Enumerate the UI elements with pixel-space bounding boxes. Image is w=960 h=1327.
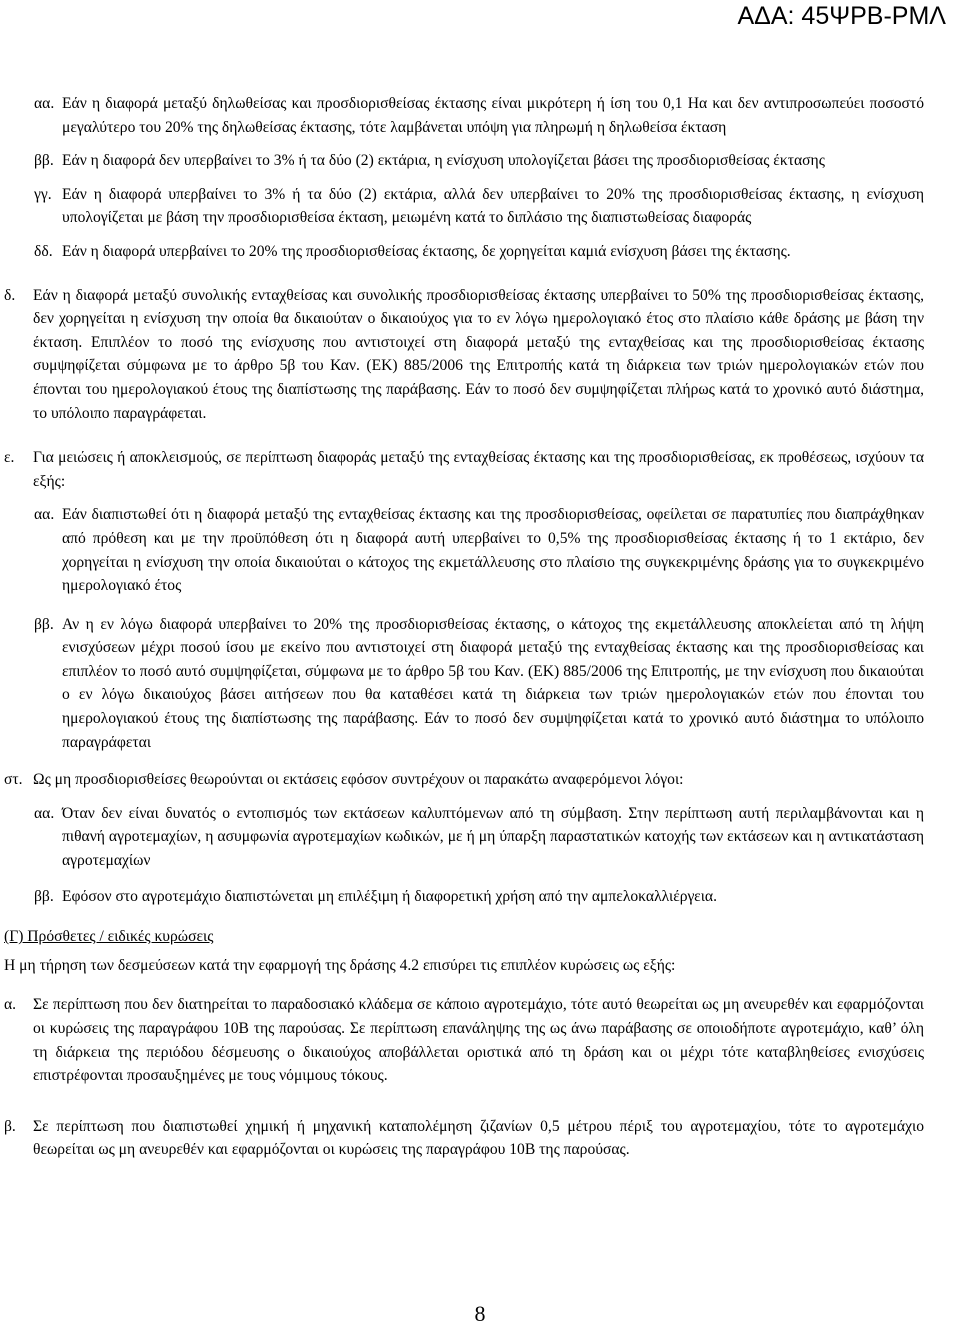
clause-bb-1: [0, 149, 960, 173]
document-body: [0, 92, 960, 1162]
clause-label: ββ.: [34, 615, 54, 633]
sanction-b: [0, 1115, 960, 1162]
clause-label: δδ.: [34, 242, 53, 260]
clause-aa-1: [0, 92, 960, 139]
clause-text: Εφόσον στο αγροτεμάχιο διαπιστώνεται μη επιλέξιμη ή διαφορετική χρήση από την αμπελοκαλλιέργεια.: [62, 887, 717, 905]
clause-label: αα.: [34, 506, 55, 524]
clause-label: β.: [4, 1117, 16, 1135]
clause-text: Αν η εν λόγω διαφορά υπερβαίνει το 20% της προσδιορισθείσας έκτασης, ο κάτοχος της εκμετάλλευσης αποκλείεται από τη λήψη ενισχύσεων μέχρι ποσού ίσου με εκείνο που αντιστοιχεί στη διαφορά μεταξύ της ενταχθείσας έκτασης και της προσδιορισθείσας και επιπλέον το ποσό αυτό συμψηφίζεται, σύμφωνα με το άρθρο 5β του Καν. (ΕΚ) 885/2006 της Επιτροπής, με την ενίσχυση που δικαιούται ο εν λόγω δικαιούχος βάσει αιτήσεων που θα καταθέσει κατά τη διάρκεια των τριών ημερολογιακών ετών που έπονται του ημερολογιακού έτους της διαπίστωσης της παράβασης. Εάν το ποσό δεν συμψηφίζεται κατά το χρονικό αυτό διάστημα το υπόλοιπο παραγράφεται: [62, 615, 924, 751]
clause-label: γγ.: [34, 185, 52, 203]
clause-st: [0, 768, 960, 792]
clause-label: αα.: [34, 804, 55, 822]
ada-header: ΑΔΑ: 45ΨΡΒ-ΡΜΛ: [737, 2, 946, 30]
section-heading-text: (Γ) Πρόσθετες / ειδικές κυρώσεις: [4, 928, 214, 946]
clause-bb-3: [0, 885, 960, 909]
page-number: 8: [474, 1301, 486, 1326]
clause-label: ββ.: [34, 152, 54, 170]
clause-label: δ.: [4, 286, 16, 304]
clause-gg-1: [0, 183, 960, 230]
clause-label: στ.: [4, 771, 23, 789]
clause-text: Εάν η διαφορά υπερβαίνει το 20% της προσδιορισθείσας έκτασης, δε χορηγείται καμιά ενίσχυση βάσει της έκτασης.: [62, 242, 791, 260]
clause-label: αα.: [34, 95, 55, 112]
clause-text: Εάν η διαφορά μεταξύ συνολικής ενταχθείσας και συνολικής προσδιορισθείσας έκτασης υπερβαίνει το 50% της προσδιορισθείσας έκτασης, δεν χορηγείται η ενίσχυση την οποία θα δικαιούταν ο δικαιούχος για το εν λόγω ημερολογιακό έτος στο πλαίσιο κάθε δράσης με βάση την έκταση. Επιπλέον το ποσό της ενίσχυσης που αντιστοιχεί στη διαφορά μεταξύ της ενταχθείσας και της προσδιορισθείσας έκτασης συμψηφίζεται σύμφωνα με το άρθρο 5β του Καν. (ΕΚ) 885/2006 της Επιτροπής κατά τη διάρκεια των τριών ημερολογιακών ετών που έπονται του ημερολογιακού έτους της διαπίστωσης της παράβασης. Εάν το ποσό δεν συμψηφίζεται πλήρως κατά το χρονικό αυτό διάστημα, το υπόλοιπο παραγράφεται.: [33, 286, 924, 422]
clause-aa-2: [0, 503, 960, 597]
clause-text: Σε περίπτωση που δεν διατηρείται το παραδοσιακό κλάδεμα σε κάποιο αγροτεμάχιο, τότε αυτό θεωρείται ως μη ανευρεθέν και εφαρμόζονται οι κυρώσεις της παραγράφου 10Β της παρούσας. Σε περίπτωση επανάληψης της ως άνω παράβασης σε οποιοδήποτε αγροτεμάχιο, καθ’ όλη τη διάρκεια της περιόδου δέσμευσης ο δικαιούχος αποβάλλεται οριστικά από τη δράση και οι μέχρι τότε καταβληθείσες ενισχύσεις επιστρέφονται προσαυξημένες με τους νόμιμους τόκους.: [33, 996, 924, 1085]
clause-d: [0, 284, 960, 426]
clause-label: α.: [4, 996, 17, 1014]
section-heading: [0, 925, 960, 949]
clause-label: ββ.: [34, 887, 54, 905]
clause-text: Εάν η διαφορά υπερβαίνει το 3% ή τα δύο (2) εκτάρια, αλλά δεν υπερβαίνει το 20% της προσδιορισθείσας έκτασης, η ενίσχυση υπολογίζεται με βάση την προσδιορισθείσα έκταση, μειωμένη κατά το διπλάσιο της διαπιστωθείσας διαφοράς: [62, 185, 924, 227]
clause-bb-2: [0, 613, 960, 755]
clause-dd-1: [0, 240, 960, 264]
clause-text: Εάν η διαφορά δεν υπερβαίνει το 3% ή τα δύο (2) εκτάρια, η ενίσχυση υπολογίζεται βάσει της προσδιορισθείσας έκτασης: [62, 152, 825, 170]
section-intro: [0, 954, 960, 978]
clause-text: Ως μη προσδιορισθείσες θεωρούνται οι εκτάσεις εφόσον συντρέχουν οι παρακάτω αναφερόμενοι λόγοι:: [33, 771, 684, 789]
clause-e: [0, 446, 960, 493]
clause-aa-3: [0, 802, 960, 873]
clause-text: Για μειώσεις ή αποκλεισμούς, σε περίπτωση διαφοράς μεταξύ της ενταχθείσας έκτασης και της προσδιορισθείσας, εκ προθέσεως, ισχύουν τα εξής:: [33, 449, 924, 490]
sanction-a: [0, 993, 960, 1087]
clause-text: Εάν η διαφορά μεταξύ δηλωθείσας και προσδιορισθείσας έκτασης είναι μικρότερη ή ίση του 0,1 Ηα και δεν αντιπροσωπεύει ποσοστό μεγαλύτερο του 20% της δηλωθείσας έκτασης, τότε λαμβάνεται υπόψη για πληρωμή η δηλωθείσα έκταση: [62, 95, 924, 136]
clause-text: Εάν διαπιστωθεί ότι η διαφορά μεταξύ της ενταχθείσας έκτασης και της προσδιορισθείσας, οφείλεται σε παρατυπίες που διαπράχθηκαν από πρόθεση και με την προϋπόθεση ότι η διαφορά αυτή υπερβαίνει το 0,5% της προσδιορισθείσας έκτασης ή το 1 εκτάριο, δεν χορηγείται η ενίσχυση την οποία δικαιούται ο κάτοχος της εκμετάλλευσης στο πλαίσιο της συγκεκριμένης δράσης για το συγκεκριμένο ημερολογιακό έτος: [62, 506, 924, 595]
clause-label: ε.: [4, 449, 15, 467]
section-intro-text: Η μη τήρηση των δεσμεύσεων κατά την εφαρμογή της δράσης 4.2 επισύρει τις επιπλέον κυρώσεις ως εξής:: [4, 956, 676, 974]
clause-text: Όταν δεν είναι δυνατός ο εντοπισμός των εκτάσεων καλυπτόμενων από τη σύμβαση. Στην περίπτωση αυτή περιλαμβάνονται και η πιθανή αγροτεμαχίων, η ασυμφωνία αγροτεμαχίων κωδικών, με ή μη ύπαρξη παραστατικών κατοχής των εκτάσεων και η αντικατάσταση αγροτεμαχίων: [62, 804, 924, 870]
clause-text: Σε περίπτωση που διαπιστωθεί χημική ή μηχανική καταπολέμηση ζιζανίων 0,5 μέτρου πέριξ του αγροτεμαχίου, τότε το αγροτεμάχιο θεωρείται ως μη ανευρεθέν και εφαρμόζονται οι κυρώσεις της παραγράφου 10Β της παρούσας.: [33, 1117, 924, 1159]
